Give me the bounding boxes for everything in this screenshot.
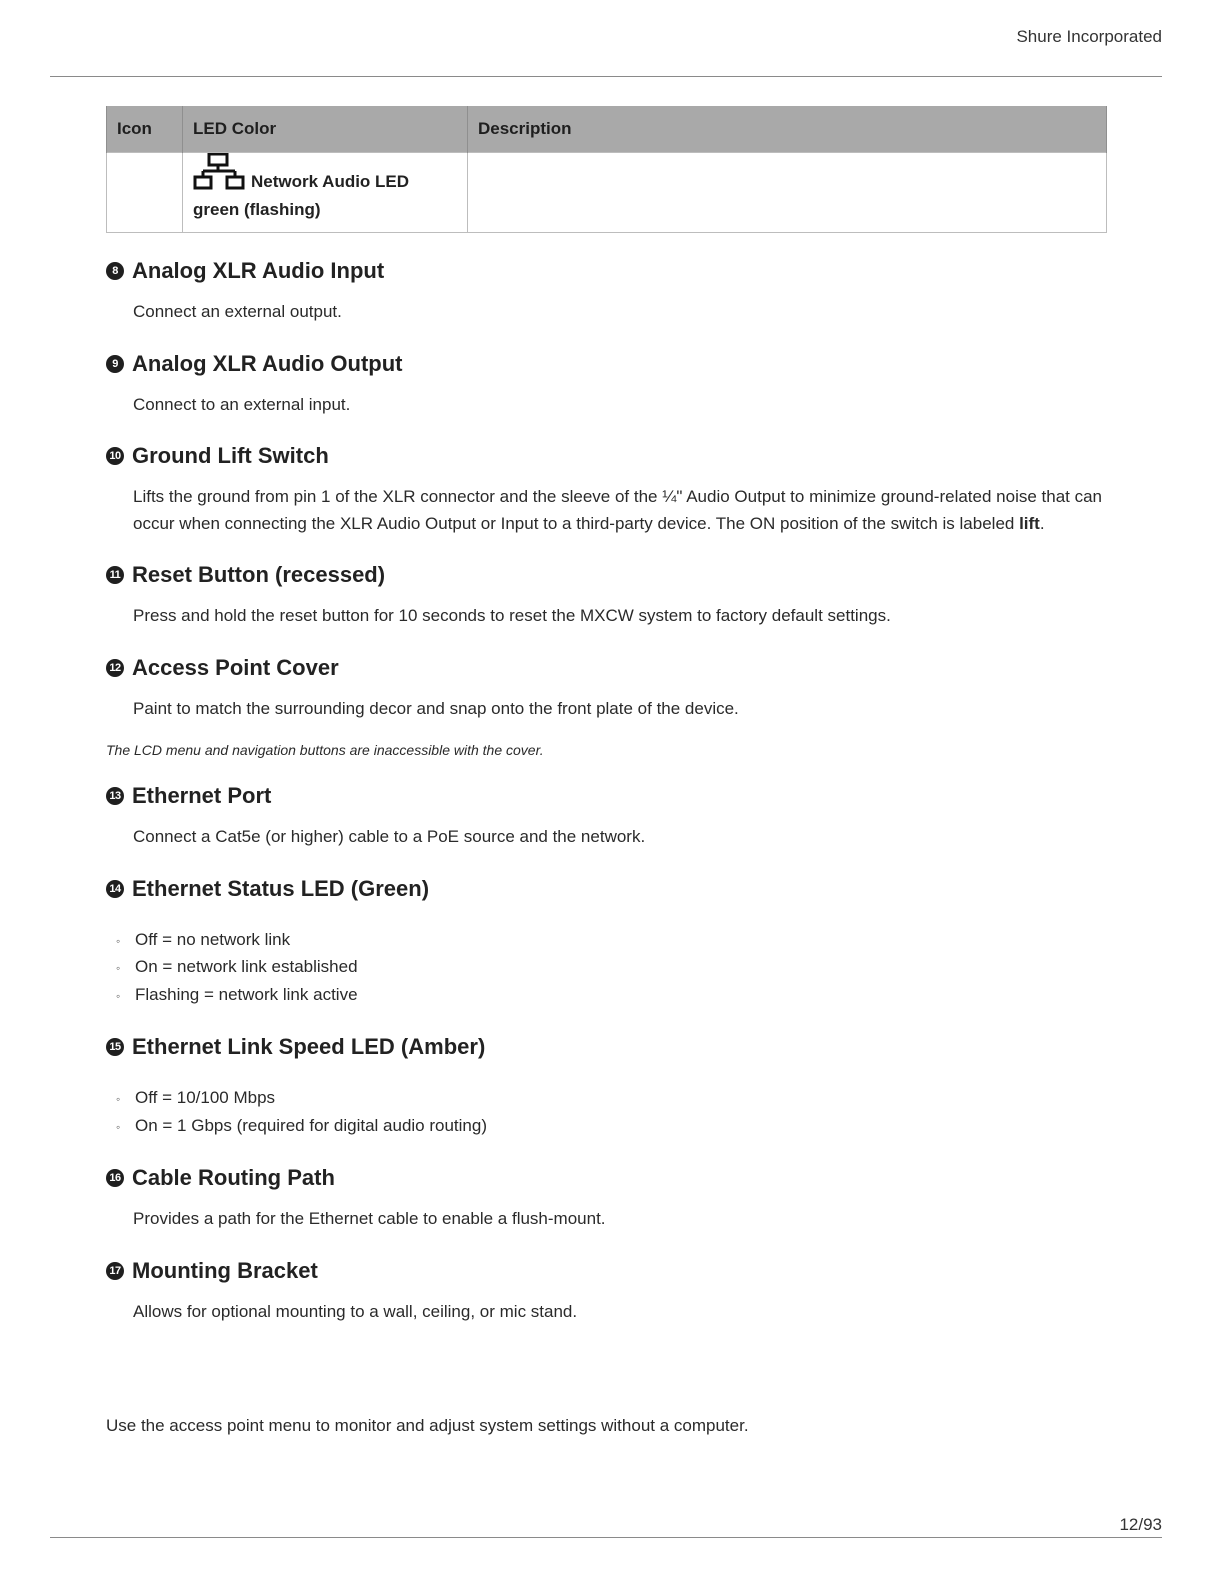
number-badge: 13 [106,787,124,805]
section-body: Connect an external output. [133,302,342,321]
number-badge: 8 [106,262,124,280]
network-audio-icon [193,153,245,198]
page-content [106,106,1106,1325]
section-body: Connect to an external input. [133,394,351,414]
description-column-header: Description [468,106,1107,153]
body-text: Lifts the ground from pin 1 of the XLR connector and the sleeve of the ¼" Audio Output to minimize ground-related noise that can occur when connecting the XLR Audio Output or Input to a third-party device. The ON position of the switch is labeled [133,487,1103,533]
menu-intro-text: Use the access point menu to monitor and adjust system settings without a computer. [106,1416,749,1435]
section-mounting-bracket [106,1255,1106,1326]
number-badge: 14 [106,880,124,898]
section-body: Provides a path for the Ethernet cable to enable a flush-mount. [133,1209,606,1228]
section-body: Allows for optional mounting to a wall, ceiling, or mic stand. [133,1301,578,1321]
section-title: Analog XLR Audio Output [132,350,403,376]
header-divider [50,76,1162,77]
section-link-speed-led [106,1031,1106,1140]
section-body: Paint to match the surrounding decor and snap onto the front plate of the device. [133,698,739,718]
section-title: Ethernet Status LED (Green) [132,875,430,901]
number-badge: 16 [106,1169,124,1187]
led-table-header-row [107,106,1107,153]
led-state: green (flashing) [193,200,321,219]
description-cell [468,153,1107,233]
section-body [133,484,1106,537]
section-title: Ethernet Port [132,783,272,808]
icon-cell [107,153,183,233]
section-body: Press and hold the reset button for 10 seconds to reset the MXCW system to factory default settings. [133,606,891,625]
footer-divider [50,1537,1162,1538]
table-row [107,153,1107,233]
led-color-column-header: LED Color [183,106,468,153]
body-text-end: . [1039,513,1045,533]
section-title: Cable Routing Path [132,1165,335,1190]
status-list [106,927,1106,1010]
number-badge: 12 [106,659,124,677]
number-badge: 17 [106,1262,124,1280]
number-badge: 10 [106,447,124,465]
section-access-point-cover [106,652,1106,723]
cover-note: The LCD menu and navigation buttons are inaccessible with the cover. [106,742,544,758]
list-item: ◦ Flashing = network link active [116,984,358,1004]
speed-list [106,1085,1106,1140]
section-ethernet-port [106,780,1106,851]
section-cable-routing [106,1162,1106,1233]
list-item: ◦ On = 1 Gbps (required for digital audio routing) [116,1115,488,1135]
section-title: Ethernet Link Speed LED (Amber) [132,1034,486,1059]
section-title: Reset Button (recessed) [132,562,386,587]
section-body: Connect a Cat5e (or higher) cable to a PoE source and the network. [133,827,646,846]
icon-column-header: Icon [107,106,183,153]
number-badge: 11 [106,566,124,584]
section-title: Ground Lift Switch [132,443,329,468]
number-badge: 15 [106,1038,124,1056]
section-title: Access Point Cover [132,654,339,680]
section-title: Analog XLR Audio Input [132,258,385,283]
section-xlr-output [106,348,1106,419]
section-ethernet-status-led [106,873,1106,1010]
led-color-cell [183,153,468,233]
list-item: ◦ On = network link established [116,957,358,976]
list-item: ◦ Off = no network link [116,929,291,949]
number-badge: 9 [106,355,124,373]
section-reset-button [106,559,1106,630]
header-company-name: Shure Incorporated [1016,27,1162,46]
led-label: Network Audio LED [251,172,410,191]
lift-label: lift [1019,513,1040,533]
page-number: 12/93 [1119,1515,1162,1534]
led-table [106,106,1107,233]
section-title: Mounting Bracket [132,1257,318,1283]
list-item: ◦ Off = 10/100 Mbps [116,1088,276,1107]
section-xlr-input [106,255,1106,326]
section-ground-lift [106,440,1106,537]
